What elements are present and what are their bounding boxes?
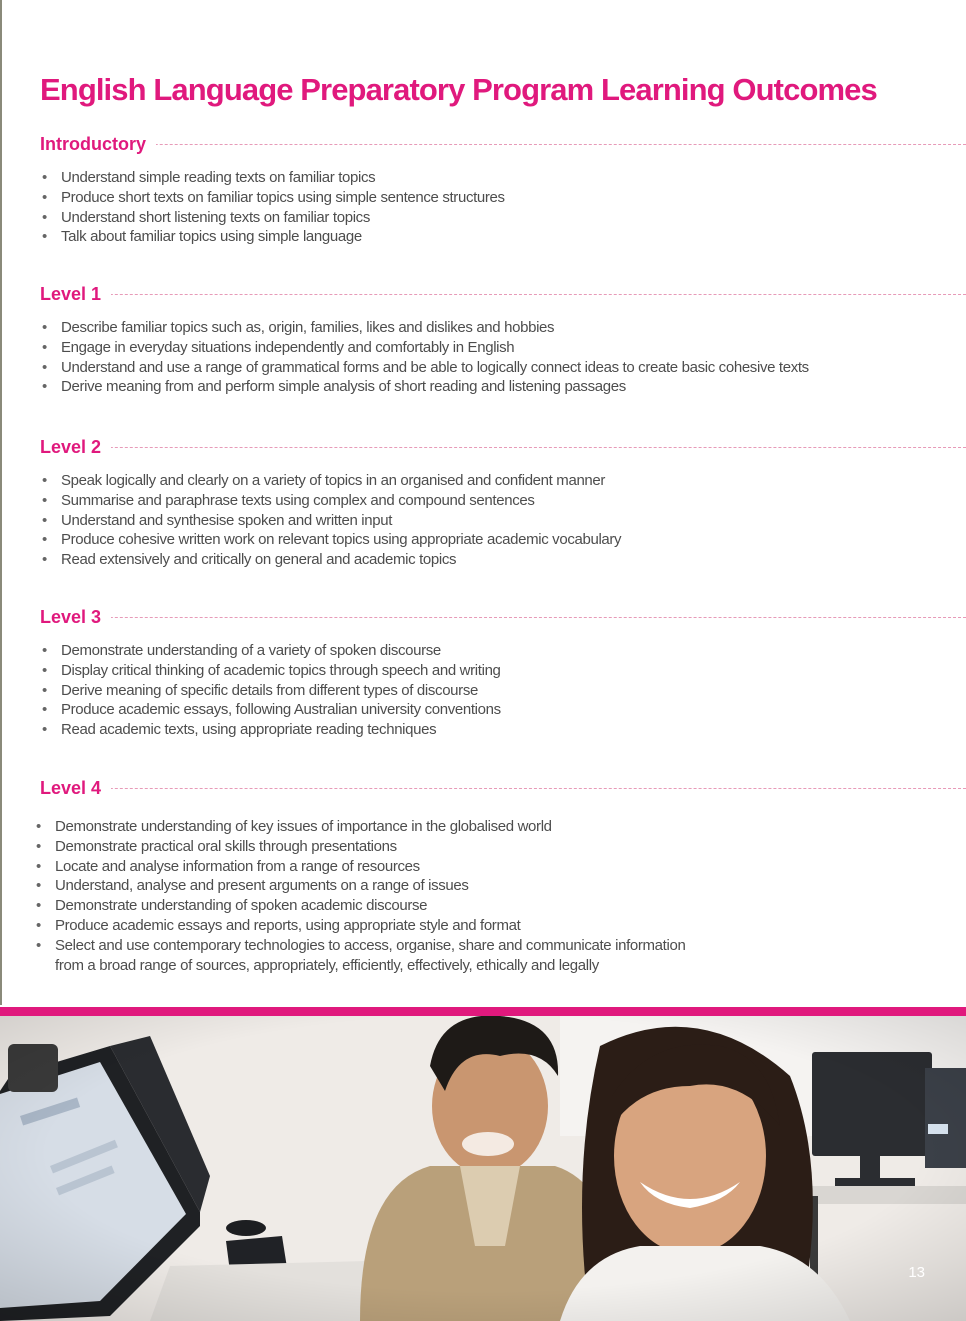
page-number: 13	[908, 1264, 925, 1281]
dashed-rule	[40, 144, 966, 145]
section-header	[0, 774, 966, 802]
page-title: English Language Preparatory Program Learning Outcomes	[40, 72, 877, 107]
outcome-list	[40, 641, 900, 740]
list-item: • Summarise and paraphrase texts using complex and compound sentences	[40, 491, 900, 511]
list-item: • Demonstrate understanding of a variety of spoken discourse	[40, 641, 900, 661]
section-level-1	[0, 280, 966, 396]
section-header	[0, 130, 966, 158]
dashed-rule	[40, 447, 966, 448]
list-item: • Derive meaning of specific details from different types of discourse	[40, 681, 900, 701]
section-level-3	[0, 603, 966, 739]
list-item: • Understand and synthesise spoken and written input	[40, 511, 900, 531]
list-item: • Derive meaning from and perform simple analysis of short reading and listening passages	[40, 377, 900, 397]
section-level-4	[0, 774, 966, 974]
list-item-line: from a broad range of sources, appropriately, efficiently, effectively, ethically and legally	[55, 956, 599, 974]
list-item: • Understand and use a range of grammatical forms and be able to logically connect ideas to create basic cohesive texts	[40, 358, 900, 378]
outcome-list	[34, 817, 894, 975]
list-item-multiline	[34, 936, 894, 976]
list-item: • Demonstrate understanding of key issues of importance in the globalised world	[34, 817, 894, 837]
list-item: • Understand short listening texts on familiar topics	[40, 208, 900, 228]
list-item: • Display critical thinking of academic topics through speech and writing	[40, 661, 900, 681]
section-heading: Level 4	[40, 774, 111, 802]
section-introductory	[0, 130, 966, 246]
dashed-rule	[40, 617, 966, 618]
list-item: • Read academic texts, using appropriate reading techniques	[40, 720, 900, 740]
list-item: • Describe familiar topics such as, origin, families, likes and dislikes and hobbies	[40, 318, 900, 338]
section-header	[0, 603, 966, 631]
list-item: • Produce academic essays, following Australian university conventions	[40, 700, 900, 720]
accent-band	[0, 1007, 966, 1016]
section-heading: Level 1	[40, 280, 111, 308]
list-item: • Speak logically and clearly on a variety of topics in an organised and confident manner	[40, 471, 900, 491]
list-item: • Locate and analyse information from a range of resources	[34, 857, 894, 877]
list-item: • Read extensively and critically on general and academic topics	[40, 550, 900, 570]
list-item: • Demonstrate practical oral skills through presentations	[34, 837, 894, 857]
list-item: • Engage in everyday situations independently and comfortably in English	[40, 338, 900, 358]
section-heading: Introductory	[40, 130, 156, 158]
outcome-list	[40, 471, 900, 570]
students-photo	[0, 1016, 966, 1321]
list-item: • Understand simple reading texts on familiar topics	[40, 168, 900, 188]
photo-illustration	[0, 1016, 966, 1321]
list-item: • Produce academic essays and reports, using appropriate style and format	[34, 916, 894, 936]
list-item: • Produce cohesive written work on relevant topics using appropriate academic vocabulary	[40, 530, 900, 550]
list-item: • Understand, analyse and present arguments on a range of issues	[34, 876, 894, 896]
dashed-rule	[40, 788, 966, 789]
list-item-line: • Select and use contemporary technologies to access, organise, share and communicate information	[55, 936, 686, 954]
section-level-2	[0, 433, 966, 569]
list-item: • Demonstrate understanding of spoken academic discourse	[34, 896, 894, 916]
section-header	[0, 433, 966, 461]
outcome-list	[40, 318, 900, 397]
list-item: • Talk about familiar topics using simple language	[40, 227, 900, 247]
section-heading: Level 3	[40, 603, 111, 631]
section-header	[0, 280, 966, 308]
section-heading: Level 2	[40, 433, 111, 461]
outcome-list	[40, 168, 900, 247]
list-item: • Produce short texts on familiar topics using simple sentence structures	[40, 188, 900, 208]
dashed-rule	[40, 294, 966, 295]
